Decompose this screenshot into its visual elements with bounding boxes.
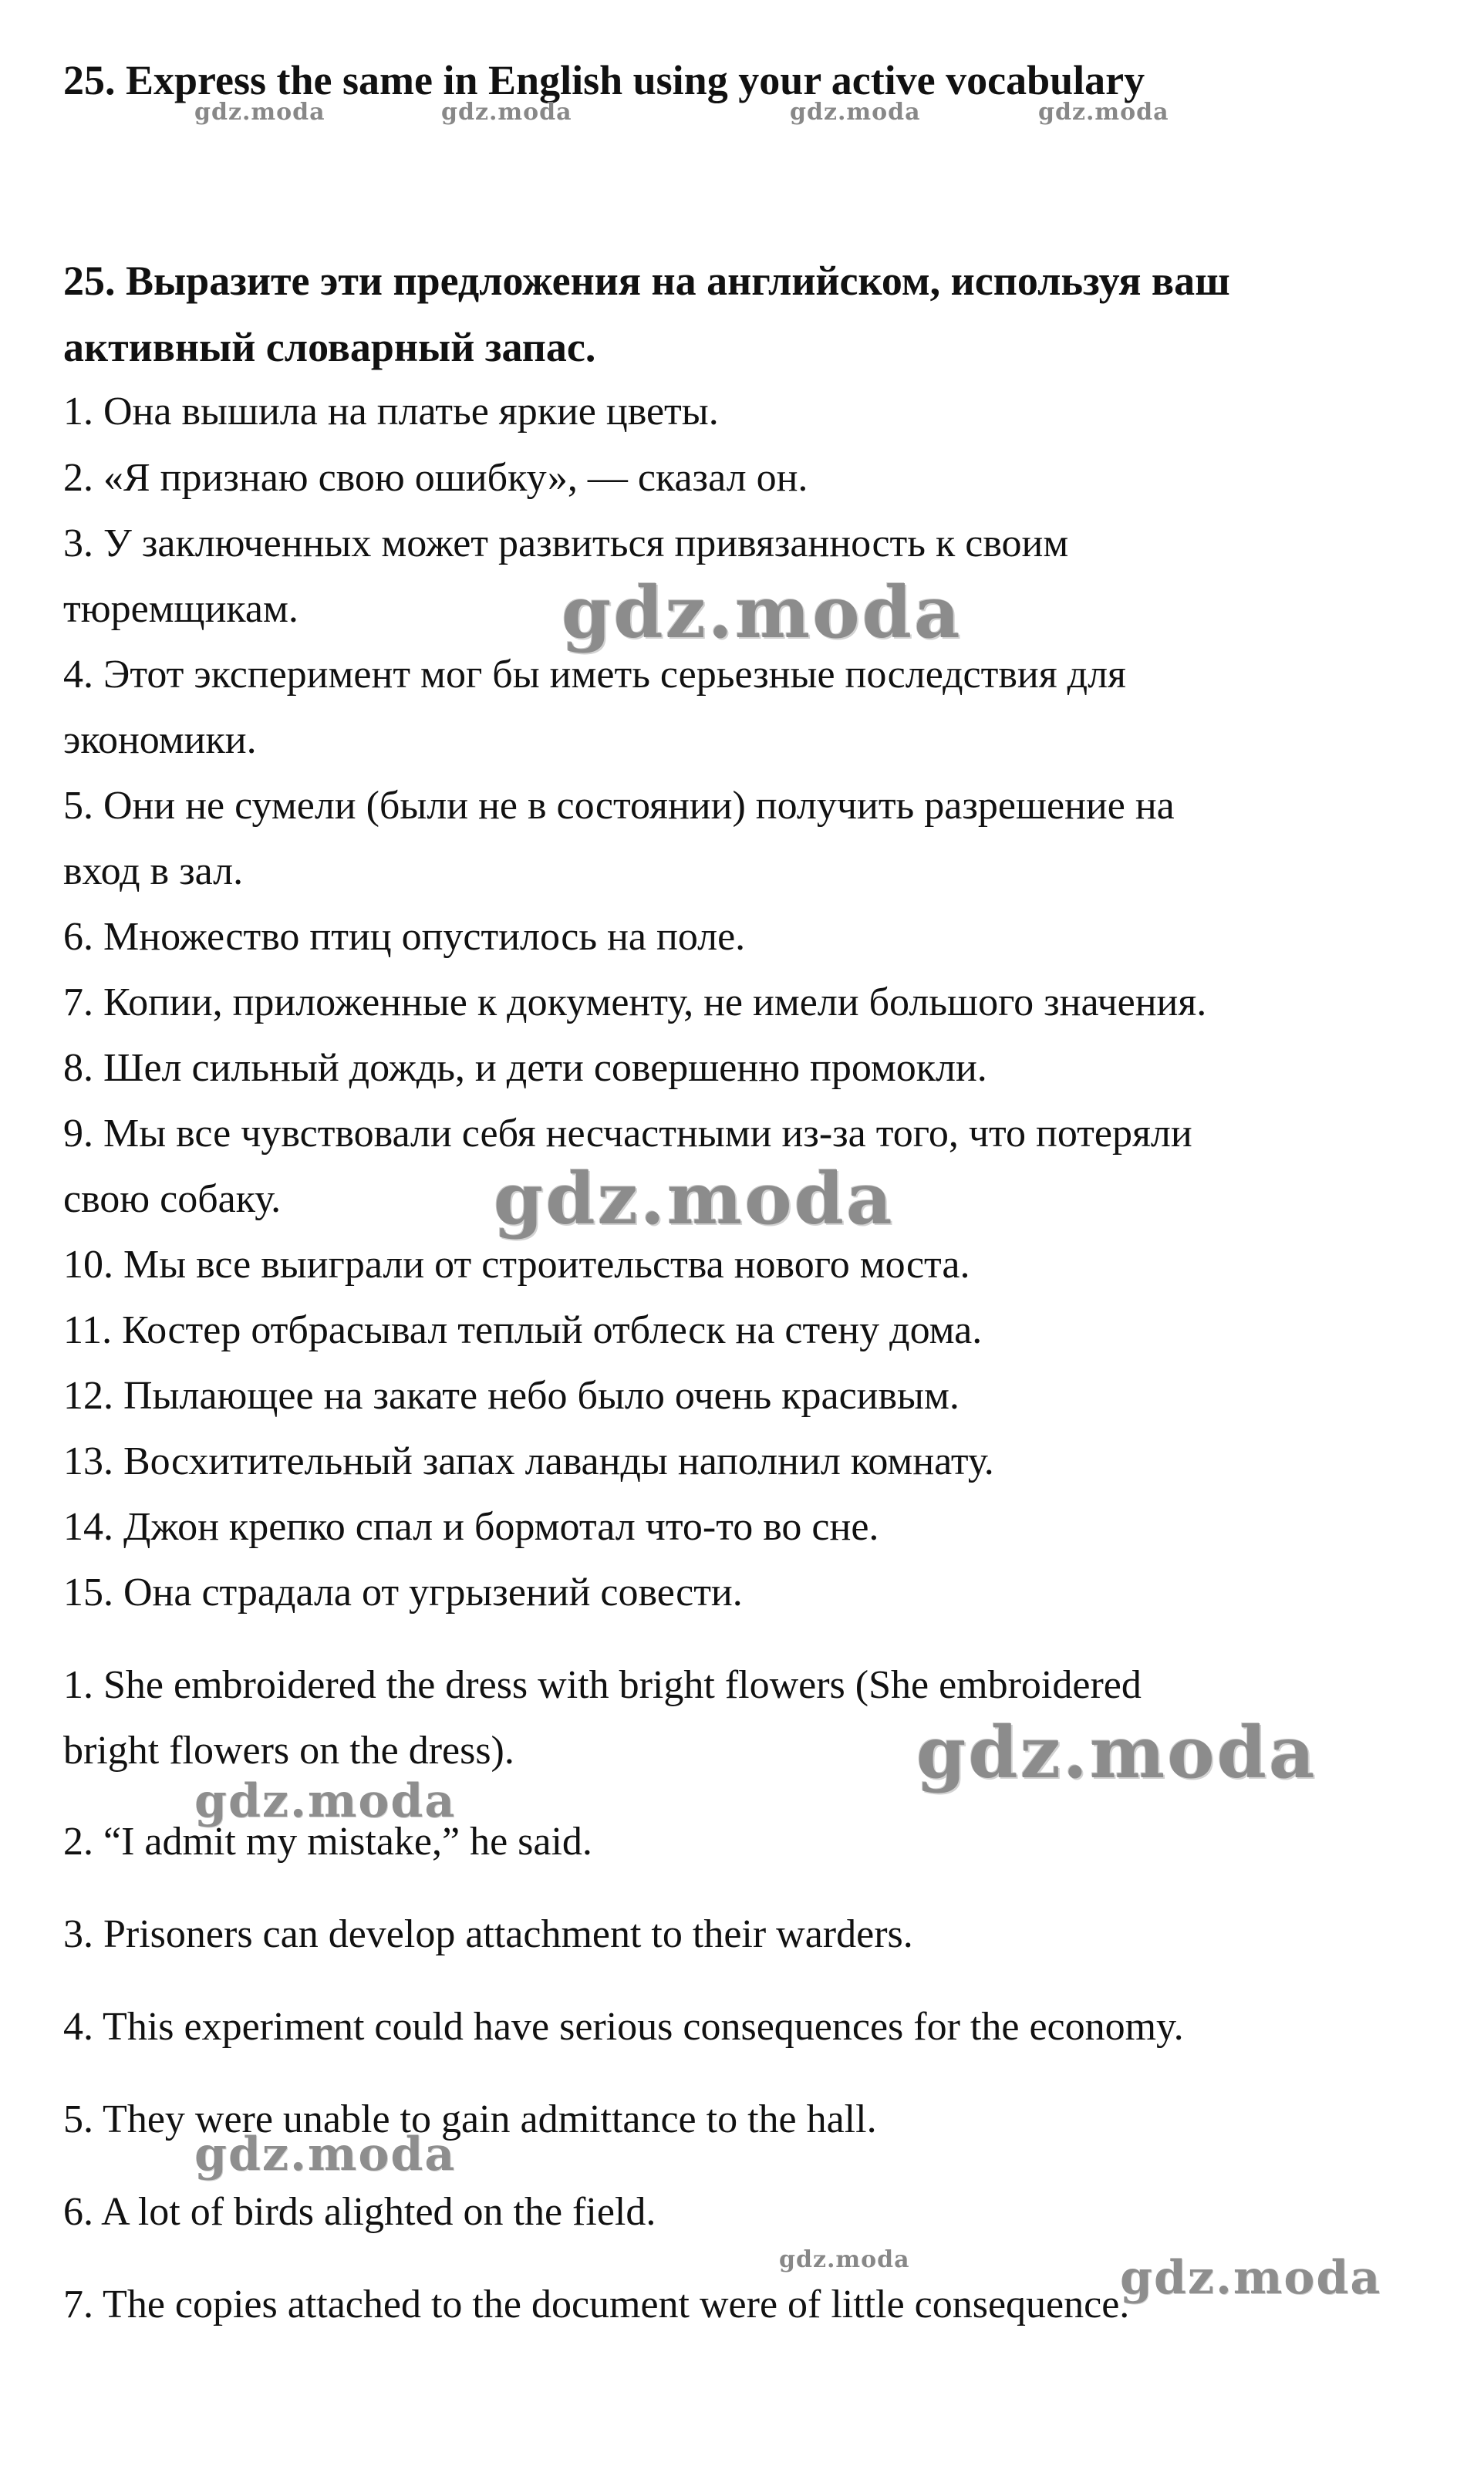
task-heading-en: 25. Express the same in English using your active vocabulary [63, 57, 1145, 103]
russian-sentence-line: 8. Шел сильный дождь, и дети совершенно промокли. [63, 1046, 987, 1090]
russian-sentence-line: 7. Копии, приложенные к документу, не имели большого значения. [63, 980, 1207, 1024]
watermark: gdz.moda [790, 99, 921, 126]
russian-sentence-line: 12. Пылающее на закате небо было очень красивым. [63, 1374, 960, 1418]
english-answer-line: 2. “I admit my mistake,” he said. [63, 1820, 592, 1864]
watermark: gdz.moda [1120, 2251, 1382, 2305]
watermark: gdz.moda [194, 1774, 457, 1828]
russian-sentence-line: 9. Мы все чувствовали себя несчастными из-за того, что потеряли [63, 1112, 1192, 1156]
watermark: gdz.moda [194, 99, 325, 126]
english-answer-line: 4. This experiment could have serious consequences for the economy. [63, 2005, 1184, 2049]
russian-sentence-line: вход в зал. [63, 849, 244, 893]
russian-sentence-line: экономики. [63, 718, 257, 762]
watermark: gdz.moda [194, 2127, 457, 2181]
english-answer-line: 7. The copies attached to the document were of little consequence. [63, 2283, 1130, 2326]
russian-sentence-line: 11. Костер отбрасывал теплый отблеск на стену дома. [63, 1308, 983, 1352]
russian-sentence-line: 10. Мы все выиграли от строительства нового моста. [63, 1243, 970, 1287]
english-answer-line: bright flowers on the dress). [63, 1729, 514, 1773]
watermark: gdz.moda [779, 2246, 910, 2273]
russian-sentence-line: 14. Джон крепко спал и бормотал что-то во сне. [63, 1505, 879, 1549]
task-heading-ru-line-2: активный словарный запас. [63, 324, 596, 370]
russian-sentence-line: 4. Этот эксперимент мог бы иметь серьезные последствия для [63, 653, 1126, 697]
watermark: gdz.moda [494, 1157, 895, 1240]
russian-sentence-line: 1. Она вышила на платье яркие цветы. [63, 390, 719, 434]
english-answer-line: 5. They were unable to gain admittance to the hall. [63, 2097, 877, 2141]
russian-sentence-line: 13. Восхитительный запах лаванды наполнил комнату. [63, 1439, 994, 1483]
russian-sentence-line: 5. Они не сумели (были не в состоянии) получить разрешение на [63, 784, 1175, 828]
task-heading-ru-line-1: 25. Выразите эти предложения на английском, используя ваш [63, 258, 1230, 304]
english-answer-line: 1. She embroidered the dress with bright flowers (She embroidered [63, 1663, 1142, 1707]
english-answer-line: 3. Prisoners can develop attachment to their warders. [63, 1912, 913, 1956]
watermark: gdz.moda [441, 99, 572, 126]
russian-sentence-line: свою собаку. [63, 1177, 282, 1221]
russian-sentence-line: 6. Множество птиц опустилось на поле. [63, 915, 746, 959]
russian-sentence-line: 2. «Я признаю свою ошибку», — сказал он. [63, 456, 808, 500]
english-answer-line: 6. A lot of birds alighted on the field. [63, 2190, 656, 2234]
watermark: gdz.moda [1038, 99, 1169, 126]
russian-sentence-line: тюремщикам. [63, 587, 298, 631]
russian-sentence-line: 3. У заключенных может развиться привязанность к своим [63, 521, 1069, 565]
watermark: gdz.moda [916, 1711, 1317, 1794]
russian-sentence-line: 15. Она страдала от угрызений совести. [63, 1571, 743, 1615]
watermark: gdz.moda [562, 571, 963, 654]
